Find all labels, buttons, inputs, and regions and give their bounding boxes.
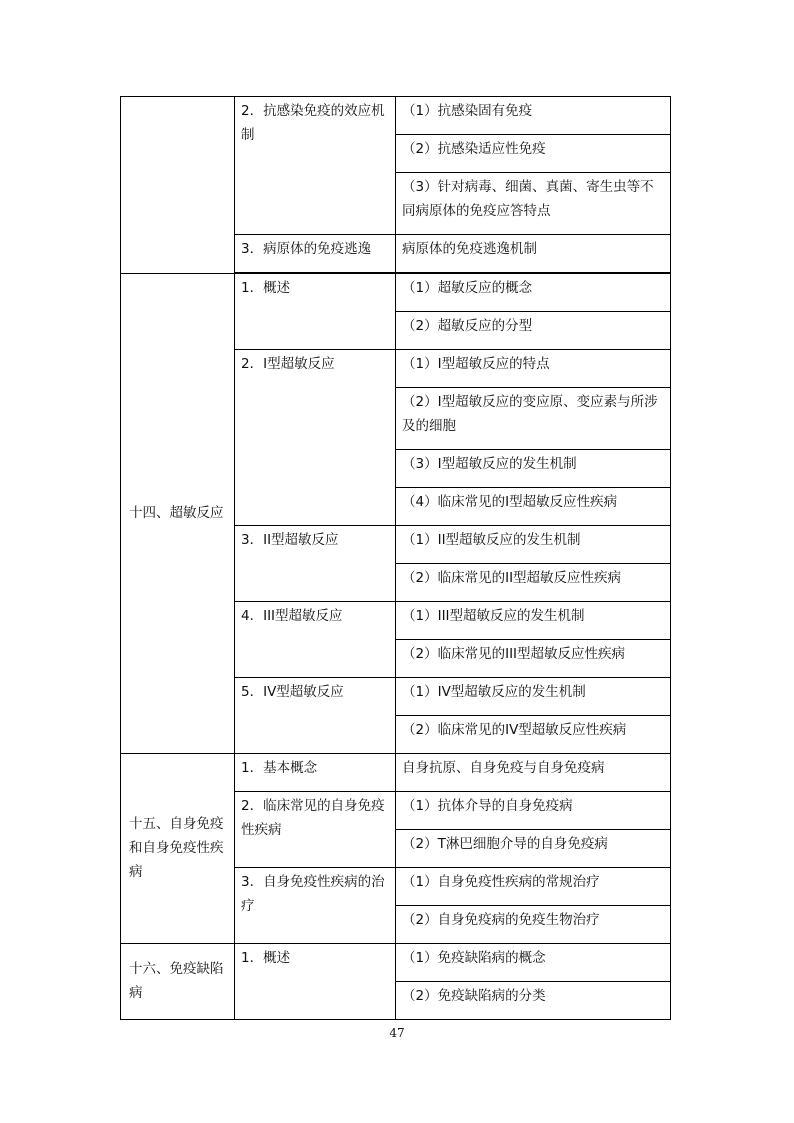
topic-cell: 3．病原体的免疫逃逸 (235, 235, 396, 273)
item-cell: （3）针对病毒、细菌、真菌、寄生虫等不同病原体的免疫应答特点 (396, 173, 671, 235)
topic-cell: 1．概述 (235, 944, 396, 1020)
unit-cell: 十五、自身免疫和自身免疫性疾病 (121, 754, 235, 944)
topic-cell: 1．基本概念 (235, 754, 396, 792)
topic-cell: 5．IV型超敏反应 (235, 678, 396, 754)
item-cell: （1）抗感染固有免疫 (396, 97, 671, 135)
topic-cell: 3．自身免疫性疾病的治疗 (235, 868, 396, 944)
item-cell: （1）II型超敏反应的发生机制 (396, 526, 671, 564)
item-cell: （1）免疫缺陷病的概念 (396, 944, 671, 982)
item-cell: （2）抗感染适应性免疫 (396, 135, 671, 173)
item-cell: （1）I型超敏反应的特点 (396, 350, 671, 388)
item-cell: （2）免疫缺陷病的分类 (396, 982, 671, 1020)
table-row (121, 754, 671, 792)
item-cell: （2）自身免疫病的免疫生物治疗 (396, 906, 671, 944)
item-cell: （1）IV型超敏反应的发生机制 (396, 678, 671, 716)
unit-cell: 十四、超敏反应 (121, 274, 235, 754)
item-cell: （3）I型超敏反应的发生机制 (396, 450, 671, 488)
item-cell: （1）抗体介导的自身免疫病 (396, 792, 671, 830)
item-cell: （2）临床常见的III型超敏反应性疾病 (396, 640, 671, 678)
topic-cell: 2．抗感染免疫的效应机制 (235, 97, 396, 235)
page-number: 47 (389, 1026, 405, 1040)
item-cell: （4）临床常见的I型超敏反应性疾病 (396, 488, 671, 526)
table-row (121, 274, 671, 312)
topic-cell: 4．III型超敏反应 (235, 602, 396, 678)
table-row (121, 944, 671, 982)
item-cell: （2）临床常见的IV型超敏反应性疾病 (396, 716, 671, 754)
topic-cell: 2．临床常见的自身免疫性疾病 (235, 792, 396, 868)
item-cell: （2）T淋巴细胞介导的自身免疫病 (396, 830, 671, 868)
item-cell: 病原体的免疫逃逸机制 (396, 235, 671, 273)
topic-cell: 1．概述 (235, 274, 396, 350)
item-cell: （1）III型超敏反应的发生机制 (396, 602, 671, 640)
item-cell: （2）I型超敏反应的变应原、变应素与所涉及的细胞 (396, 388, 671, 450)
unit-cell (121, 97, 235, 274)
item-cell: （2）超敏反应的分型 (396, 312, 671, 350)
table-row (121, 97, 671, 135)
topic-cell: 2．I型超敏反应 (235, 350, 396, 526)
syllabus-table (120, 96, 671, 1020)
unit-cell: 十六、免疫缺陷病 (121, 944, 235, 1020)
item-cell: （1）自身免疫性疾病的常规治疗 (396, 868, 671, 906)
item-cell: 自身抗原、自身免疫与自身免疫病 (396, 754, 671, 792)
item-cell: （1）超敏反应的概念 (396, 274, 671, 312)
item-cell: （2）临床常见的II型超敏反应性疾病 (396, 564, 671, 602)
topic-cell: 3．II型超敏反应 (235, 526, 396, 602)
